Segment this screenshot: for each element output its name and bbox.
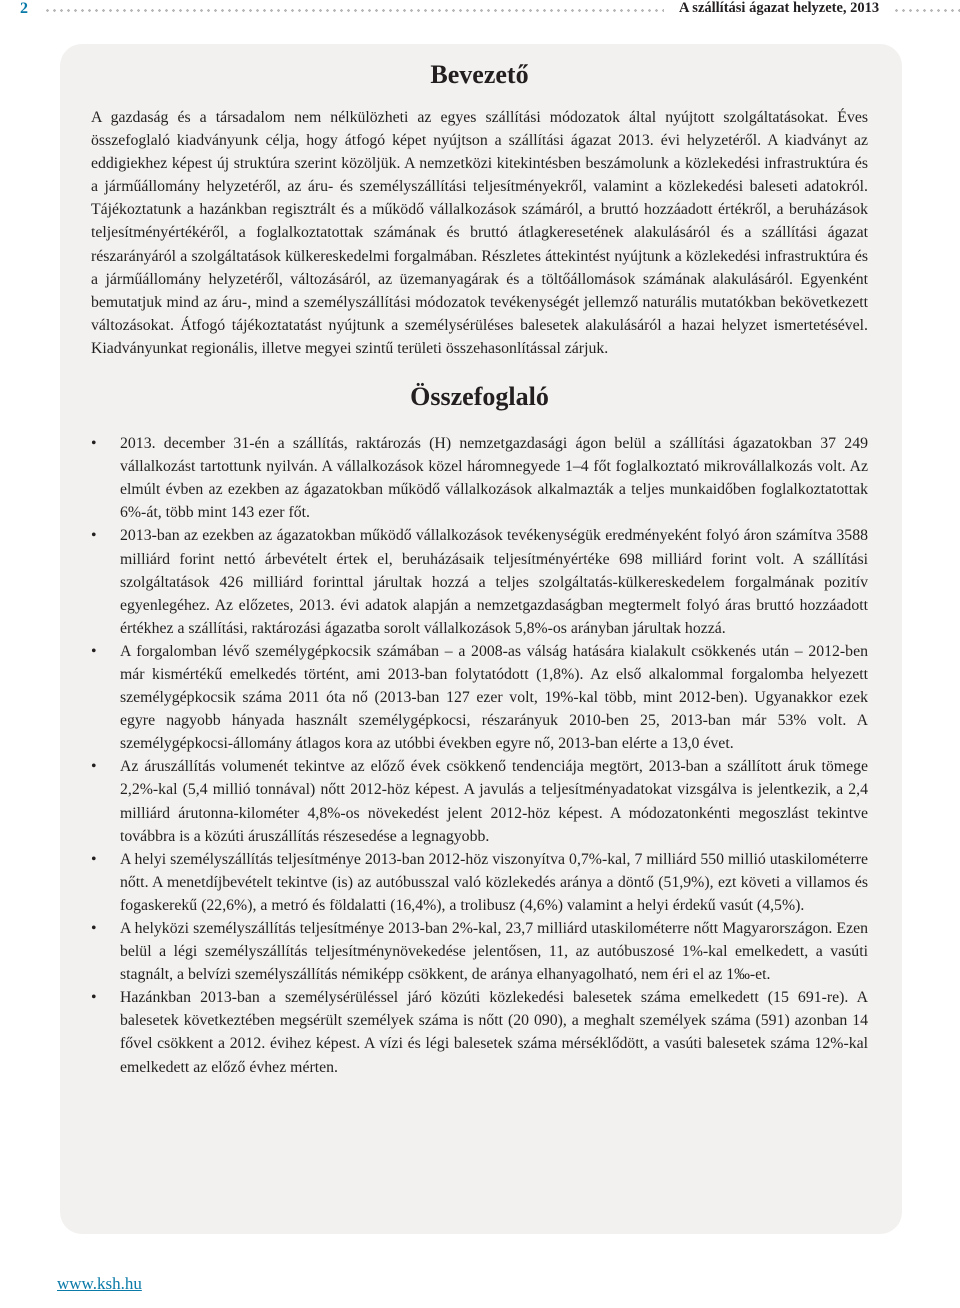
header-dotted-rule-left bbox=[44, 9, 664, 12]
running-title: A szállítási ágazat helyzete, 2013 bbox=[679, 0, 880, 16]
summary-item-text: 2013. december 31-én a szállítás, raktározás (H) nemzetgazdasági ágon belül a szállítási ágazatokban 37 249 vállalkozást tartottunk nyilván. A vállalkozások közel háromnegyede 1–4 főt foglalkoztató mikrovállalkozás volt. Az elmúlt évben az ezekben az ágazatokban működő vállalkozások alkalmazták a teljes munkaidőben foglalkoztatottak 6%-át, több mint 143 ezer főt. bbox=[120, 435, 868, 522]
summary-item-text: 2013-ban az ezekben az ágazatokban működő vállalkozások tevékenységük eredményeként folyó áron számítva 3588 milliárd forint nettó árbevételt értek el, beruházásaik teljesítményértéke 698 milliárd forint volt. A szállítási szolgáltatások 426 milliárd forinttal járultak hozzá a teljes szolgáltatás-külkereskedelem forgalmának pozitív egyenlegéhez. Az előzetes, 2013. évi adatok alapján a nemzetgazdaságban megtermelt folyó áras bruttó hozzáadott értékhez a szállítási, raktározási ágazatba sorolt vállalkozások 5,8%-os arányban járultak hozzá. bbox=[120, 527, 868, 637]
summary-item bbox=[91, 755, 868, 847]
bullet-icon: • bbox=[91, 642, 97, 660]
bullet-icon: • bbox=[91, 989, 97, 1007]
bullet-icon: • bbox=[91, 527, 97, 545]
bullet-icon: • bbox=[91, 435, 97, 453]
summary-item-text: A helyközi személyszállítás teljesítménye 2013-ban 2%-kal, 23,7 milliárd utaskilométerre nőtt Magyarországon. Ezen belül a légi személyszállítás teljesítménynövekedése jelentősen, 11, az autóbuszosé 1%-kal emelkedett, a vasúti stagnált, a belvízi személyszállítás némiképp csökkent, de aránya elhanyagolható, nem éri el az 1‰-et. bbox=[120, 920, 868, 984]
page-number: 2 bbox=[20, 0, 28, 17]
summary-item bbox=[91, 524, 868, 639]
bullet-icon: • bbox=[91, 758, 97, 776]
summary-heading: Összefoglaló bbox=[410, 382, 549, 412]
summary-item-text: Hazánkban 2013-ban a személysérüléssel járó közúti közlekedési balesetek száma emelkedett (15 691-re). A balesetek következtében megsérült személyek száma is nőtt (20 090), a meghalt személyek száma (591) azonban 14 fővel csökkent a 2012. évihez képest. A vízi és légi balesetek száma mérséklődött, a vasúti balesetek száma 12%-kal emelkedett az előző évhez mérten. bbox=[120, 989, 868, 1076]
page-header bbox=[0, 0, 960, 22]
summary-item bbox=[91, 640, 868, 755]
intro-paragraph: A gazdaság és a társadalom nem nélkülözheti az egyes szállítási módozatok által nyújtott szolgáltatásokat. Éves összefoglaló kiadványunk célja, hogy átfogó képet nyújtson a szállítási ágazat 2013. évi helyzetéről. A kiadványt az eddigiekhez képest új struktúra szerint közöljük. A nemzetközi kitekintésben beszámolunk a közlekedési infrastruktúra és a járműállomány helyzetéről, az áru- és személyszállítási teljesítményekről, valamint a közlekedési baleseti adatokról. Tájékoztatunk a hazánkban regisztrált és a működő vállalkozások számáról, a bruttó hozzáadott értékről, a beruházások teljesítményértékéről, a foglalkoztatottak számának és bruttó átlagkeresetének alakulásáról és a szállítási ágazat részarányáról a szolgáltatások külkereskedelmi forgalmában. Részletes áttekintést nyújtunk a közlekedési infrastruktúra és a járműállomány helyzetéről, változásáról, az üzemanyagárak és a töltőállomások számának alakulásáról. Egyenként bemutatjuk mind az áru-, mind a személyszállítási módozatok tevékenységét jellemző naturális mutatókban bekövetkezett változásokat. Átfogó tájékoztatatást nyújtunk a személysérüléses balesetek alakulásáról a hazai helyzet ismertetésével. Kiadványunkat regionális, illetve megyei szintű területi összehasonlítással zárjuk. bbox=[91, 109, 868, 357]
intro-heading: Bevezető bbox=[430, 60, 529, 89]
summary-item-text: A helyi személyszállítás teljesítménye 2013-ban 2012-höz viszonyítva 0,7%-kal, 7 milliárd 550 millió utaskilométerre nőtt. A menetdíjbevételt tekintve (is) az autóbusszal való közlekedés aránya a döntő (51,9%), ezt követi a villamos és fogaskerekű (22,6%), a metró és földalatti (16,4%), a trolibusz (4,6%) valamint a helyi érdekű vasút (4,5%). bbox=[120, 850, 868, 914]
bullet-icon: • bbox=[91, 920, 97, 937]
ksh-website-link[interactable]: www.ksh.hu bbox=[57, 1274, 142, 1293]
summary-item bbox=[91, 917, 868, 986]
summary-item-text: A forgalomban lévő személygépkocsik számában – a 2008-as válság hatására kialakult csökkenés után – 2012-ben már kismértékű emelkedés történt, ami 2013-ban folytatódott (1,8%). Az első alkalommal forgalomba helyezett személygépkocsik száma 2011 óta nő (2013-ban 127 ezer volt, 19%-kal több, mint 2012-ben). Ugyanakkor ezek egyre nagyobb hányada használt személygépkocsi, részarányuk 2010-ben 25, 2013-ban már 53% volt. A személygépkocsi-állomány átlagos kora az utóbbi években egyre nő, 2013-ban elérte a 13,0 évet. bbox=[120, 642, 868, 753]
bullet-icon: • bbox=[91, 850, 97, 868]
summary-item bbox=[91, 848, 868, 917]
summary-item bbox=[91, 432, 868, 524]
summary-item bbox=[91, 986, 868, 1078]
summary-list bbox=[91, 432, 868, 1079]
page-content bbox=[91, 58, 868, 1079]
summary-item-text: Az áruszállítás volumenét tekintve az előző évek csökkenő tendenciája megtört, 2013-ban a szállított áruk tömege 2,2%-kal (5,4 millió tonnával) nőtt 2012-höz képest. A javulás a teljesítményadatokat vizsgálva is jelentkezik, a 2,4 milliárd árutonna-kilométer 4,8%-os növekedést jelent 2012-höz képest. A módozatonkénti megoszlást tekintve továbbra is a közúti áruszállítás részesedése a legnagyobb. bbox=[120, 758, 868, 845]
header-dotted-rule-right bbox=[893, 9, 960, 12]
